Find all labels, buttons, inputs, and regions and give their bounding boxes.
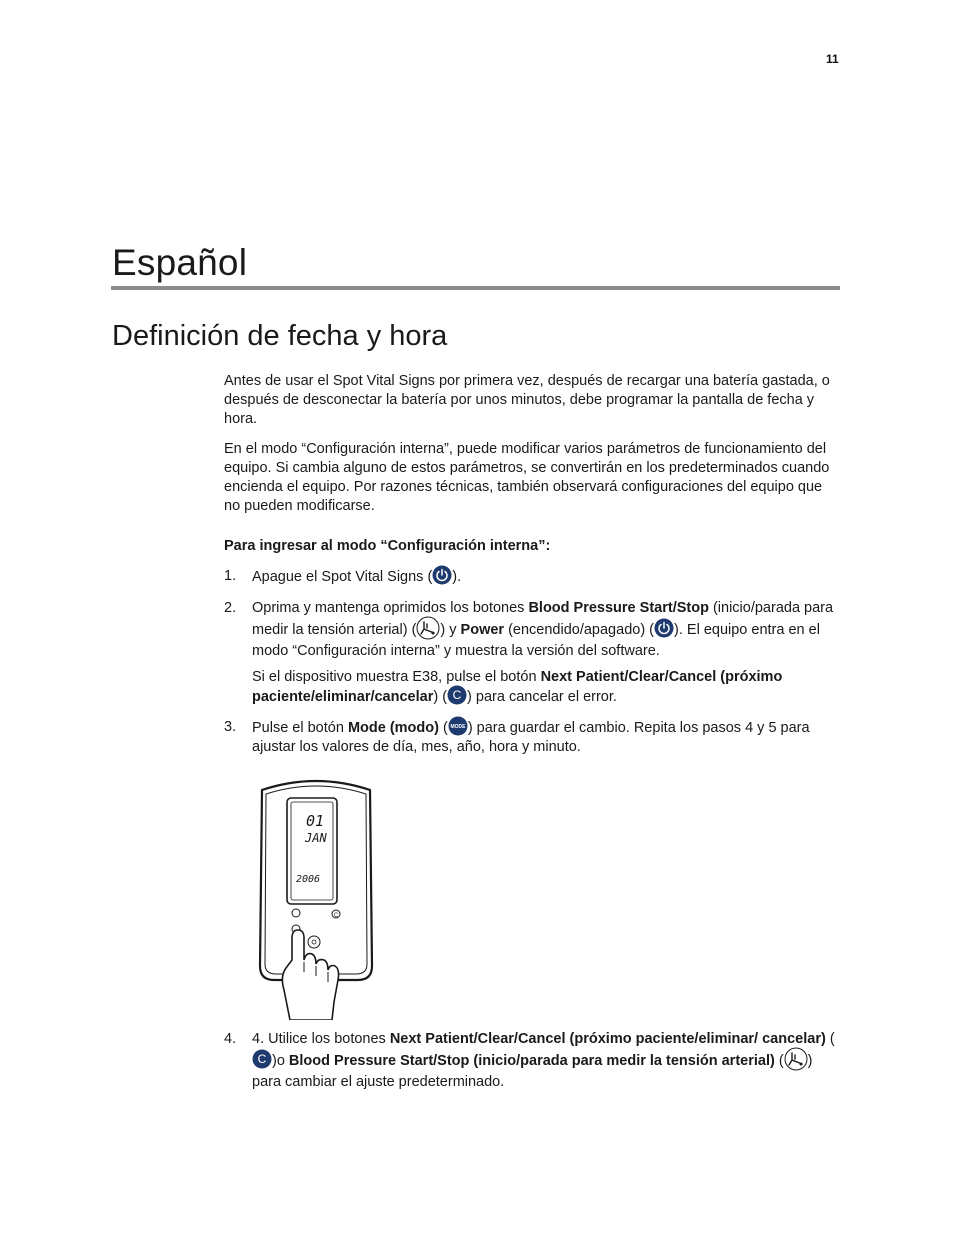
step-2: 2. Oprima y mantenga oprimidos los botones Blood Pressure Start/Stop (inicio/parada para medir la tensión arterial) ( ) y Power (encendido/apagado) ( ). El equipo entra en el modo “Configuración interna” y muestra la versión del software. — [224, 600, 834, 659]
mode-icon — [448, 716, 468, 736]
display-month: JAN — [305, 831, 327, 845]
step-number: 3. — [224, 719, 237, 735]
step-number: 2. — [224, 600, 237, 616]
display-year: 2006 — [296, 874, 321, 885]
svg-text:C: C — [452, 688, 462, 702]
subheading: Para ingresar al modo “Configuración interna”: — [224, 538, 551, 554]
device-clear-label: C — [333, 913, 339, 919]
power-icon — [654, 618, 674, 638]
step-1: 1. Apague el Spot Vital Signs ( ). — [224, 567, 840, 587]
intro-paragraph-1: Antes de usar el Spot Vital Signs por primera vez, después de recargar una batería gastada, o después de desconectar la batería por unos minutos, debe programar la pantalla de fecha y hora. — [224, 373, 830, 427]
display-day: 01 — [306, 812, 325, 830]
clear-icon — [252, 1049, 272, 1069]
step-number: 4. — [224, 1031, 237, 1047]
blood-pressure-icon — [416, 616, 440, 640]
step-3: 3. Pulse el botón Mode (modo) ( MODE ) para guardar el cambio. Repita los pasos 4 y 5 para ajustar los valores de día, mes, año, hora y minuto. — [224, 718, 840, 757]
power-icon — [432, 565, 452, 585]
title-rule — [111, 286, 840, 290]
step-4: 4. 4. Utilice los botones Next Patient/Clear/Cancel (próximo paciente/eliminar/ cancelar) ( C )o Blood Pressure Start/Stop (inicio/parada para medir la tensión arterial) ( ) para cambiar el ajuste predeterminado. — [224, 1031, 835, 1090]
section-title: Definición de fecha y hora — [112, 320, 448, 352]
device-illustration — [250, 776, 382, 1020]
step-2-note: Si el dispositivo muestra E38, pulse el botón Next Patient/Clear/Cancel (próximo paciente/eliminar/cancelar) ( C ) para cancelar el error. — [252, 669, 783, 705]
page-number: 11 — [826, 52, 839, 66]
clear-icon — [447, 685, 467, 705]
intro-paragraph-2: En el modo “Configuración interna”, puede modificar varios parámetros de funcionamiento del equipo. Si cambia alguno de estos parámetros, se convertirán en los predeterminados cuando encienda el equipo. Por razones técnicas, también observará configuraciones del equipo que no pueden modificarse. — [224, 441, 830, 514]
language-title: Español — [112, 242, 248, 283]
blood-pressure-icon — [784, 1047, 808, 1071]
step-number: 1. — [224, 568, 237, 584]
svg-text:MODE: MODE — [450, 724, 466, 730]
svg-text:C: C — [257, 1052, 267, 1066]
